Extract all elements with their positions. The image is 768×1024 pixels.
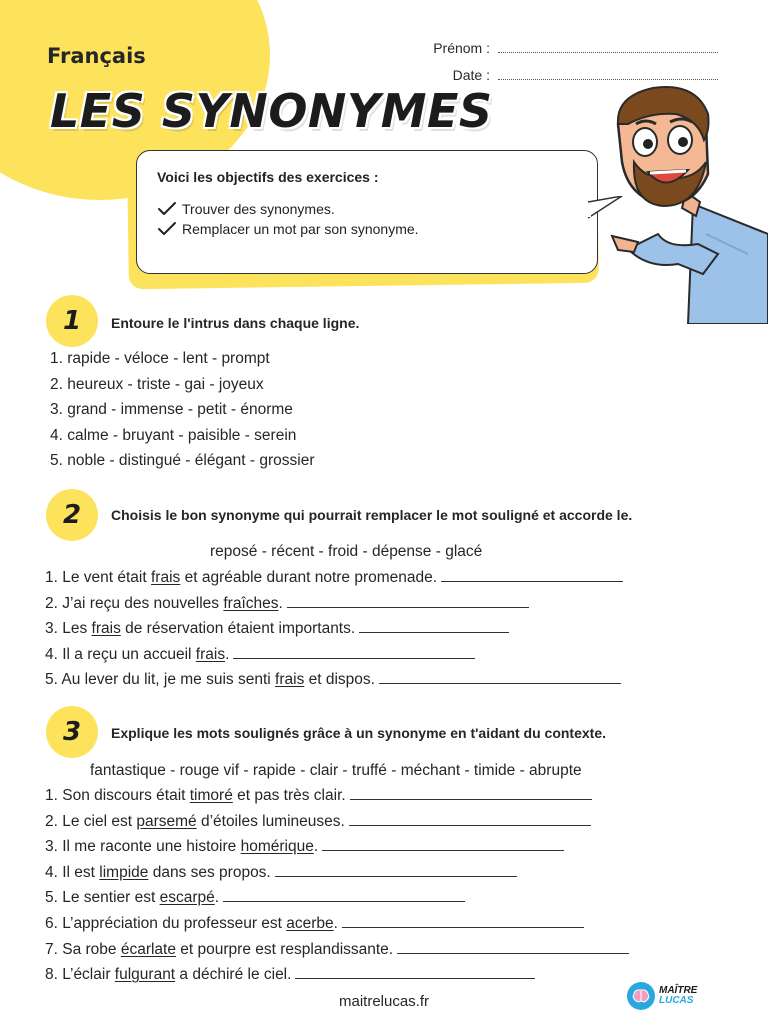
list-item[interactable]: 1. rapide - véloce - lent - prompt	[50, 350, 270, 367]
prenom-field[interactable]	[424, 40, 718, 56]
underlined-word: acerbe	[286, 914, 334, 932]
underlined-word: homérique	[240, 838, 314, 856]
objective-text: Trouver des synonymes.	[182, 201, 335, 217]
footer-url[interactable]: maitrelucas.fr	[338, 993, 430, 1010]
answer-line[interactable]	[359, 619, 509, 633]
underlined-word: fulgurant	[114, 966, 176, 984]
teacher-character-illustration	[598, 84, 768, 324]
date-label: Date :	[452, 67, 490, 83]
sentence-item: 7. Sa robe écarlate et pourpre est resplandissante.	[45, 937, 629, 963]
list-item[interactable]: 3. grand - immense - petit - énorme	[50, 401, 293, 419]
answer-line[interactable]	[295, 965, 535, 979]
underlined-word: frais	[91, 620, 121, 638]
underlined-word: limpide	[99, 863, 149, 881]
objective-item	[157, 221, 577, 237]
exercise-3-instruction: Explique les mots soulignés grâce à un synonyme en t'aidant du contexte.	[111, 725, 607, 741]
objective-text: Remplacer un mot par son synonyme.	[182, 221, 419, 237]
sentence-item: 3. Les frais de réservation étaient importants.	[45, 616, 623, 642]
answer-line[interactable]	[233, 645, 475, 659]
answer-line[interactable]	[223, 888, 465, 902]
sentence-item: 5. Le sentier est escarpé.	[45, 885, 629, 911]
sentence-item: 5. Au lever du lit, je me suis senti frais et dispos.	[45, 667, 623, 693]
answer-line[interactable]	[287, 594, 529, 608]
exercise-1-list	[50, 346, 315, 474]
answer-line[interactable]	[322, 837, 564, 851]
list-item[interactable]: 4. calme - bruyant - paisible - serein	[50, 426, 297, 444]
exercise-number-badge-1: 1	[46, 295, 98, 347]
sentence-item: 4. Il a reçu un accueil frais.	[45, 642, 623, 668]
checkmark-icon	[157, 221, 177, 237]
exercise-1-instruction: Entoure le l'intrus dans chaque ligne.	[111, 315, 360, 331]
underlined-word: frais	[151, 569, 181, 586]
sentence-item: 4. Il est limpide dans ses propos.	[45, 860, 629, 886]
exercise-3-word-bank: fantastique - rouge vif - rapide - clair - truffé - méchant - timide - abrupte	[90, 762, 582, 779]
exercise-2-word-bank: reposé - récent - froid - dépense - glacé	[210, 543, 483, 560]
underlined-word: escarpé	[159, 889, 215, 907]
objective-item	[157, 201, 577, 217]
subject-label: Français	[47, 44, 146, 68]
sentence-item: 3. Il me raconte une histoire homérique.	[45, 834, 629, 860]
sentence-item: 1. Son discours était timoré et pas très clair.	[45, 783, 629, 809]
answer-line[interactable]	[379, 670, 621, 684]
answer-line[interactable]	[350, 786, 592, 800]
underlined-word: frais	[195, 645, 226, 663]
objectives-box	[136, 150, 598, 274]
exercise-3-list	[45, 783, 629, 988]
exercise-number-badge-2: 2	[46, 489, 98, 541]
exercise-number-badge-3: 3	[46, 706, 98, 758]
page-title: LES SYNONYMES	[50, 84, 493, 138]
list-item[interactable]: 2. heureux - triste - gai - joyeux	[50, 375, 264, 393]
underlined-word: parsemé	[136, 812, 197, 830]
prenom-dotted-line[interactable]	[498, 43, 718, 53]
answer-line[interactable]	[342, 914, 584, 928]
prenom-label: Prénom :	[433, 40, 490, 56]
sentence-item: 1. Le vent était frais et agréable durant notre promenade.	[45, 565, 623, 591]
sentence-item: 2. Le ciel est parsemé d’étoiles lumineuses.	[45, 809, 629, 835]
objectives-title: Voici les objectifs des exercices :	[157, 169, 379, 185]
logo-text: MAÎTRE LUCAS	[659, 985, 698, 1006]
answer-line[interactable]	[275, 863, 517, 877]
underlined-word: écarlate	[120, 940, 176, 958]
underlined-word: timoré	[189, 787, 233, 804]
exercise-2-list	[45, 565, 623, 693]
sentence-item: 6. L’appréciation du professeur est acerbe.	[45, 911, 629, 937]
answer-line[interactable]	[397, 940, 629, 954]
answer-line[interactable]	[441, 568, 623, 582]
exercise-2-instruction: Choisis le bon synonyme qui pourrait remplacer le mot souligné et accorde le.	[111, 507, 633, 523]
maitre-lucas-logo	[627, 982, 697, 1010]
sentence-item: 2. J’ai reçu des nouvelles fraîches.	[45, 591, 623, 617]
date-dotted-line[interactable]	[498, 70, 718, 80]
answer-line[interactable]	[349, 812, 591, 826]
sentence-item: 8. L’éclair fulgurant a déchiré le ciel.	[45, 962, 629, 988]
list-item[interactable]: 5. noble - distingué - élégant - grossier	[50, 452, 315, 470]
checkmark-icon	[157, 201, 177, 217]
underlined-word: fraîches	[223, 594, 279, 612]
brain-icon	[627, 982, 655, 1010]
date-field[interactable]	[424, 67, 718, 83]
underlined-word: frais	[275, 671, 305, 689]
